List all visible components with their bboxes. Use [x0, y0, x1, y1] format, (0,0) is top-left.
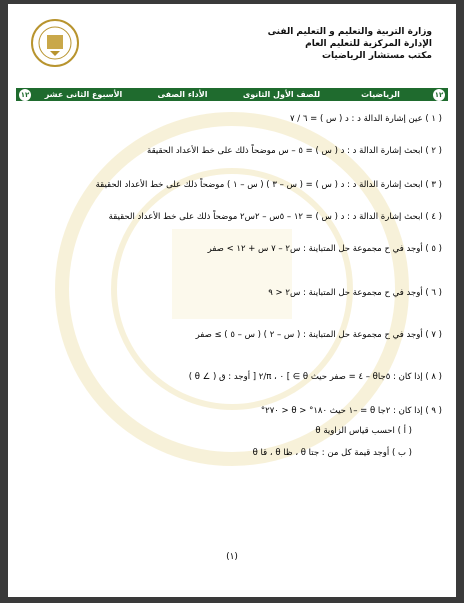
bar-week: الأسبوع الثانى عشر: [44, 90, 123, 99]
central-administration: الإدارة المركزية للتعليم العام: [305, 39, 432, 49]
question-9: ( ٩ ) إذا كان : ٢جا θ = –١ حيث ١٨٠° < θ < ٢٧٠°: [260, 406, 442, 416]
math-advisor-office: مكتب مستشار الرياضيات: [321, 51, 432, 61]
question-1: ( ١ ) عين إشارة الدالة د : د ( س ) = ٦ ∕ ٧: [289, 114, 442, 124]
bar-number-left: ١٢: [20, 90, 30, 99]
question-8: ( ٨ ) إذا كان : ٥جاθ – ٤ = صفر حيث θ ∋ ] ٠ ، π∕٢ [ أوجد : ق ( ∠ θ ): [188, 372, 442, 382]
bar-grade: للصف الأول الثانوى: [242, 90, 321, 99]
bar-subject: الرياضيات: [361, 90, 400, 99]
document-page: [8, 4, 456, 597]
ministry-logo: [30, 18, 80, 68]
ministry-header: [268, 26, 432, 62]
bar-type: الأداء الصفى: [157, 90, 208, 99]
question-2: ( ٢ ) ابحث إشارة الدالة د : د ( س ) = ٥ – س موضحاً ذلك على خط الأعداد الحقيقة: [147, 146, 442, 156]
bar-number-right: ١٢: [434, 90, 444, 99]
title-bar: [16, 88, 448, 101]
question-6: ( ٦ ) أوجد في ح مجموعة حل المتباينة : س٢ < ٩: [268, 288, 442, 298]
question-9b: ( ب ) أوجد قيمة كل من : جتا θ ، ظا θ ، قا θ: [252, 448, 412, 458]
question-5: ( ٥ ) أوجد في ح مجموعة حل المتباينة : س٢ – ٧ س + ١٢ > صفر: [207, 244, 442, 254]
question-9a: ( أ ) احسب قياس الزاوية θ: [315, 426, 412, 436]
question-7: ( ٧ ) أوجد في ح مجموعة حل المتباينة : ( س – ٢ ) ( س – ٥ ) ≥ صفر: [195, 330, 442, 340]
question-4: ( ٤ ) ابحث إشارة الدالة د : د ( س ) = ١٢ – ٥س – ٢س٢ موضحاً ذلك على خط الأعداد الحقيقة: [108, 212, 442, 222]
ministry-name: وزارة التربية والتعليم و التعليم الفنى: [267, 27, 432, 37]
page-number: (١): [226, 552, 238, 562]
question-3: ( ٣ ) ابحث إشارة الدالة د : د ( س ) = ( س – ٣ ) ( س – ١ ) موضحاً ذلك على خط الأعداد الحقيقة: [95, 180, 442, 190]
